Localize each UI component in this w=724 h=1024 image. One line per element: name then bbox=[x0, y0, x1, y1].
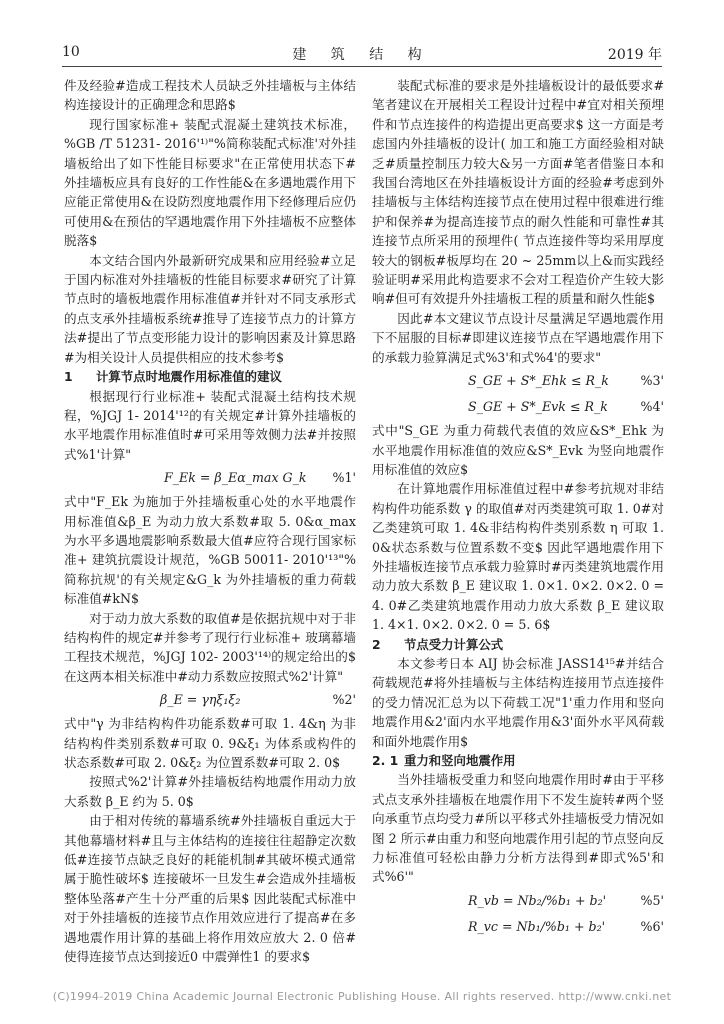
section-heading-2-1 bbox=[372, 751, 664, 770]
paragraph: 对于动力放大系数的取值#是依据抗规中对于非结构构件的规定#并参考了现行行业标准+ 玻璃幕墙工程技术规范，%JGJ 102- 2003'¹⁴⁾的规定给出的$ 在这两本相关标准中#动力系数应按照式%2'计算" bbox=[64, 610, 356, 684]
section-number: 1 bbox=[64, 369, 73, 385]
left-column bbox=[64, 76, 356, 966]
copyright-footer: (C)1994-2019 China Academic Journal Electronic Publishing House. All rights reserved. http://www.cnki.net bbox=[52, 990, 672, 1003]
equation-3 bbox=[372, 369, 664, 393]
paragraph: 装配式标准的要求是外挂墙板设计的最低要求#笔者建议在开展相关工程设计过程中#宜对相关预埋件和节点连接件的构造提出更高要求$ 这一方面是考虑国内外挂墙板的设计( 加工和施工方面经验相对缺乏#质量控制压力较大&另一方面#笔者借鉴日本和我国台湾地区在外挂墙板设计方面的经验#考虑到外挂墙板与主体结构连接节点在使用过程中很难进行维护和保养#为提高连接节点的耐久性能和可靠性#其连接节点所采用的预埋件( 节点连接件等均采用厚度较大的钢板#板厚均在 20 ~ 25mm以上&而实践经验证明#采用此构造要求不会对工程造价产生较大影响#但可有效提升外挂墙板工程的质量和耐久性能$ bbox=[372, 78, 664, 307]
paragraph: 根据现行行业标准+ 装配式混凝土结构技术规程，%JGJ 1- 2014'¹²的有关规定#计算外挂墙板的水平地震作用标准值时#可采用等效侧力法#并按照式%1'计算" bbox=[64, 388, 356, 462]
section-title: 计算节点时地震作用标准值的建议 bbox=[96, 369, 282, 385]
equation-5 bbox=[372, 889, 664, 913]
section-number: 2. 1 bbox=[372, 753, 399, 768]
section-number: 2 bbox=[372, 636, 381, 652]
paragraph: 本文结合国内外最新研究成果和应用经验#立足于国内标准对外挂墙板的性能目标要求#研究了计算节点时的墙板地震作用标准值#并针对不同支承形式的点支承外挂墙板系统#推导了连接节点力的计算方法#提出了节点变形能力设计的影响因素及计算思路#为相关设计人员提供相应的技术参考$ bbox=[64, 252, 356, 365]
section-title: 节点受力计算公式 bbox=[404, 636, 504, 652]
page-header bbox=[62, 44, 662, 64]
paragraph: 按照式%2'计算#外挂墙板结构地震作用动力放大系数 β_E 约为 5. 0$ bbox=[64, 774, 356, 809]
equation-4 bbox=[372, 395, 664, 419]
page-number: 10 bbox=[62, 44, 80, 60]
equation-number: %4' bbox=[640, 399, 664, 415]
paragraph: 因此#本文建议节点设计尽量满足罕遇地震作用下不屈服的目标#即建议连接节点在罕遇地震作用下的承载力验算满足式%3'和式%4'的要求" bbox=[372, 310, 664, 365]
equation-formula: F_Ek = β_Eα_max G_k bbox=[164, 470, 307, 486]
section-heading-2 bbox=[372, 635, 664, 654]
paragraph: 式中"γ 为非结构构件功能系数#可取 1. 4&η 为非结构构件类别系数#可取 0. 9&ξ₁ 为体系或构件的状态系数#可取 2. 0&ξ₂ 为位置系数#可取 2. 0$ bbox=[64, 716, 356, 770]
equation-formula: R_vc = Nb₁/%b₁ + b₂' bbox=[468, 918, 606, 934]
equation-formula: S_GE + S*_Evk ≤ R_k bbox=[468, 399, 608, 415]
paragraph: 式中"S_GE 为重力荷载代表值的效应&S*_Ehk 为水平地震作用标准值的效应&S*_Evk 为竖向地震作用标准值的效应$ bbox=[372, 423, 664, 477]
equation-number: %6' bbox=[640, 918, 664, 934]
equation-number: %2' bbox=[332, 692, 356, 708]
paragraph: 件及经验#造成工程技术人员缺乏外挂墙板与主体结构连接设计的正确理念和思路$ bbox=[64, 78, 356, 113]
equation-formula: S_GE + S*_Ehk ≤ R_k bbox=[468, 373, 609, 389]
equation-formula: β_E = γηξ₁ξ₂ bbox=[160, 692, 241, 708]
publication-year: 2019 年 bbox=[607, 47, 662, 63]
paragraph: 本文参考日本 AIJ 协会标准 JASS14¹⁵#并结合荷载规范#将外挂墙板与主体结构连接用节点连接件的受力情况汇总为以下荷载工况"1'重力作用和竖向地震作用&2'面内水平地震作用&3'面外水平风荷载和面外地震作用$ bbox=[372, 655, 664, 749]
paragraph: 式中"F_Ek 为施加于外挂墙板重心处的水平地震作用标准值&β_E 为动力放大系数#取 5. 0&α_max 为水平多遇地震影响系数最大值#应符合现行国家标准+ 建筑抗震设计规范，%GB 50011- 2010'¹³"%简称抗规'的有关规定&G_k 为外挂墙板的重力荷载标准值#kN$ bbox=[64, 494, 356, 607]
paragraph: 由于相对传统的幕墙系统#外挂墙板自重远大于其他幕墙材料#且与主体结构的连接往往超静定次数低#连接节点缺乏良好的耗能机制#其破坏模式通常属于脆性破坏$ 连接破坏一旦发生#会造成外挂墙板整体坠落#产生十分严重的后果$ 因此装配式标准中对于外挂墙板的连接节点作用效应进行了提高#在多遇地震作用计算的基础上将作用效应放大 2. 0 倍#使得连接节点达到接近0 中震弹性1 的要求$ bbox=[64, 813, 356, 965]
paragraph: 现行国家标准+ 装配式混凝土建筑技术标准，%GB /T 51231- 2016'¹⁾"%简称装配式标准'对外挂墙板给出了如下性能目标要求"在正常使用状态下#外挂墙板应具有良好的工作性能&在多遇地震作用下应能正常使用&在设防烈度地震作用下经修理后应仍可使用&在预估的罕遇地震作用下外挂墙板不应整体脱落$ bbox=[64, 116, 356, 249]
header-rule bbox=[62, 66, 662, 67]
equation-1 bbox=[64, 466, 356, 490]
equation-formula: R_vb = Nb₂/%b₁ + b₂' bbox=[468, 892, 607, 908]
equation-number: %5' bbox=[640, 892, 664, 908]
equation-number: %1' bbox=[332, 470, 356, 486]
paragraph: 在计算地震作用标准值过程中#参考抗规对非结构构件功能系数 γ 的取值#对丙类建筑可取 1. 0#对乙类建筑可取 1. 4&非结构构件类别系数 η 可取 1. 0&状态系数与位置系数不变$ 因此罕遇地震作用下外挂墙板连接节点承载力验算时#丙类建筑地震作用动力放大系数 β_E 建议取 1. 0×1. 0×2. 0×2. 0 = 4. 0#乙类建筑地震作用动力放大系数 β_E 建议取 1. 4×1. 0×2. 0×2. 0 = 5. 6$ bbox=[372, 481, 664, 633]
equation-2 bbox=[64, 688, 356, 712]
paragraph: 当外挂墙板受重力和竖向地震作用时#由于平移式点支承外挂墙板在地震作用下不发生旋转#两个竖向承重节点均受力#所以平移式外挂墙板受力情况如图 2 所示#由重力和竖向地震作用引起的节点竖向反力标准值可轻松由静力分析方法得到#即式%5'和式%6'" bbox=[372, 772, 664, 885]
section-title: 重力和竖向地震作用 bbox=[404, 753, 516, 768]
right-column bbox=[372, 76, 664, 941]
equation-6 bbox=[372, 915, 664, 939]
section-heading-1 bbox=[64, 367, 356, 386]
equation-number: %3' bbox=[640, 373, 664, 389]
journal-title: 建 筑 结 构 bbox=[292, 47, 432, 63]
